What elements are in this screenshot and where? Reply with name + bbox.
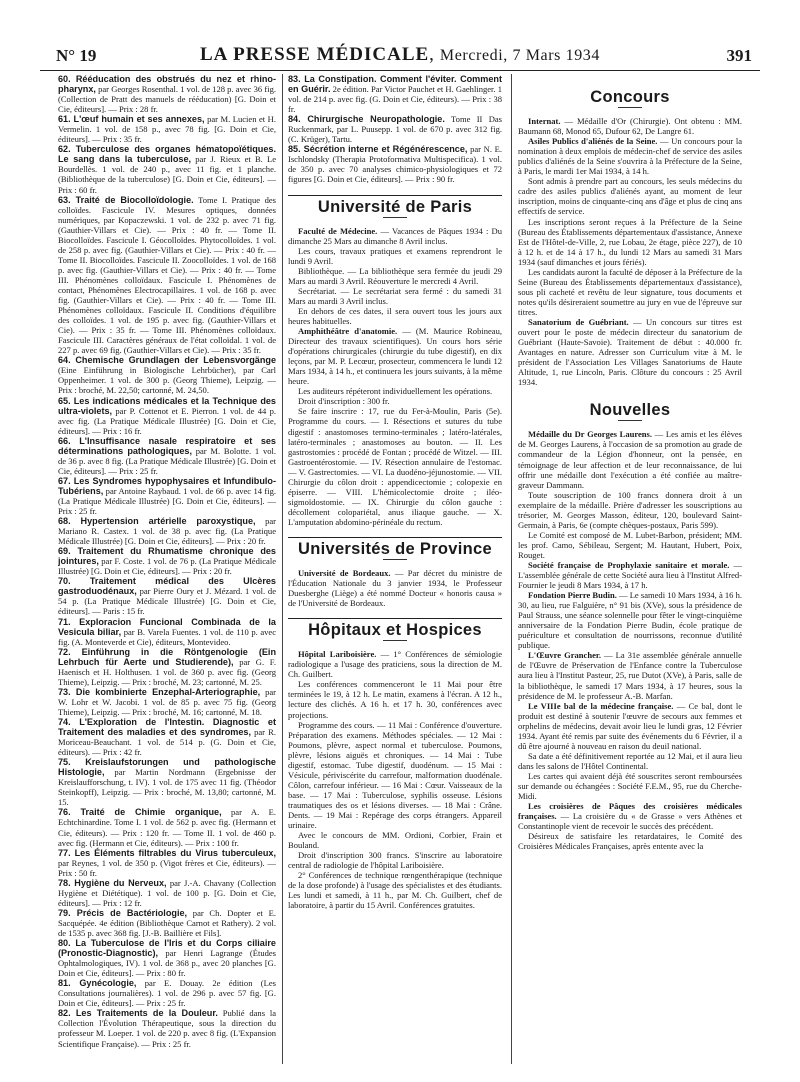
book-entry bbox=[288, 144, 502, 184]
paragraph-text: — Ce bal, dont le produit est destiné à soutenir l'œuvre de secours aux femmes et orphelins de médecins, devait avoir lieu le lundi gras, 12 Février 1934. Ayant été remis par suite des événements du 6 Février, il a dû être ajourné à nouveau en raison du deuil national. bbox=[518, 700, 742, 751]
paragraph bbox=[518, 490, 742, 530]
paragraph bbox=[518, 701, 742, 751]
book-details: par M. Bolotte. 1 vol. de 36 p. avec 8 fig. (La Pratique Médicale Illustrée) [G. Doin et Cie, éditeurs]. — Prix : 25 fr. bbox=[58, 445, 276, 476]
masthead: LA PRESSE MÉDICALE, Mercredi, 7 Mars 1934 bbox=[200, 44, 600, 65]
book-entry bbox=[58, 476, 276, 516]
journal-title: LA PRESSE MÉDICALE bbox=[200, 44, 430, 65]
paragraph-lead: Amphithéâtre d'anatomie. bbox=[298, 326, 398, 337]
book-title: 80. La Tuberculose de l'Iris et du Corps ciliaire (Pronostic-Diagnostic), bbox=[58, 938, 276, 959]
paragraph bbox=[288, 286, 502, 306]
book-title: 84. Chirurgische Neuropathologie. bbox=[288, 114, 445, 125]
book-details: par M. Lucien et H. Vermelin. 1 vol. de 158 p., avec 78 fig. [G. Doin et Cie, éditeurs]. — Prix : 35 fr. bbox=[58, 114, 276, 145]
paragraph-text: — Vacances de Pâques 1934 : Du dimanche 25 Mars au dimanche 8 Avril inclus. bbox=[288, 225, 502, 246]
book-title: 62. Tuberculose des organes hématopoïétiques. Le sang dans la tuberculose, bbox=[58, 144, 276, 165]
book-entry bbox=[58, 717, 276, 757]
book-title: 74. L'Exploration de l'Intestin. Diagnostic et Traitement des maladies et des syndromes, bbox=[58, 717, 276, 738]
book-entry bbox=[58, 848, 276, 878]
issue-number: N° 19 bbox=[56, 46, 97, 65]
book-entry bbox=[58, 114, 276, 144]
section-heading-box bbox=[288, 537, 502, 560]
column-divider bbox=[282, 74, 283, 1064]
book-details: par Georges Rosenthal. 1 vol. de 128 p. avec 36 fig. (Collection de Pratt des manuels de rééducation) [G. Doin et Cie, éditeurs]. — Prix : 28 fr. bbox=[58, 84, 276, 115]
book-entry bbox=[288, 74, 502, 114]
paragraph-text: Le Comité est composé de M. Lubet-Barbon, président; MM. les prof. Camo, Sébileau, Sergent; M. Hautant, Hubert, Poix, Rouget. bbox=[518, 529, 742, 560]
section-heading: Universités de Province bbox=[298, 539, 492, 558]
book-details: par G. F. Haenisch et H. Holthusen. 1 vol. de 360 p. avec fig. (Georg Thieme), Leipzig. — Prix : broché, M. 23; cartonné, M. 25. bbox=[58, 656, 276, 687]
paragraph-text: — Un concours sur titres est ouvert pour le poste de médecin directeur du sanatorium de Guébriant (Haute-Savoie). Traitement de début : 40.000 fr. Avantages en nature. Adresser son Curriculum vitæ à M. le président de l'Association Les Villages Sanatoriums de Haute Altitude, 1, rue Lincoln, Paris. Clôture du concours : 25 Avril 1934. bbox=[518, 316, 742, 388]
book-details: par Henri Lagrange (Études Ophtalmologiques, IV). 1 vol. de 368 p., avec 20 planches [G. Doin et Cie, éditeurs]. — Prix : 80 fr. bbox=[58, 948, 276, 979]
book-title: 67. Les Syndromes hypophysaires et Infundibulo-Tubériens, bbox=[58, 475, 276, 496]
paragraph-text: Bibliothèque. — La bibliothèque sera fermée du jeudi 29 Mars au mardi 3 Avril. Réouverture le mercredi 4 Avril. bbox=[288, 265, 502, 286]
book-entry bbox=[288, 114, 502, 144]
column-books-list bbox=[58, 74, 276, 1068]
paragraph-text: En dehors de ces dates, il sera ouvert tous les jours aux heures habituelles. bbox=[288, 305, 502, 326]
book-details: par Ch. Dopter et E. Sacquépée. 4e édition (Bibliothèque Carnot et Rathery). 2 vol. de 1535 p. avec 368 fig. [J.-B. Baillière et Fils]. bbox=[58, 907, 276, 938]
book-entry bbox=[58, 195, 276, 356]
paragraph-text: Se faire inscrire : 17, rue du Fer-à-Moulin, Paris (5e). Programme du cours. — I. Résections et sutures du tube digestif : anastomoses termino-terminales ; latéro-latérales, latéro-terminales ; anastomoses au bouton. — II. Les gastrostomies : procédé de Fontan ; procédé de Witzel. — III. Gastroentérostomie. — IV. Résection annulaire de l'estomac. — V. Gastrectomies. — VI. La duodéno-jéjunostomie. — VII. Chirurgie du côlon droit : appendicectomie ; colopexie en épiserre. — VIII. L'hémicolectomie droite ; iléo-sigmoïdostomie. — IX. Chirurgie du côlon gauche : décollement colopariétal, anus iliaque gauche. — X. L'amputation abdomino-périnéale du rectum. bbox=[288, 406, 502, 527]
paragraph-lead: Fondation Pierre Budin. bbox=[528, 590, 617, 601]
paragraph-text: — (M. Maurice Robineau, Directeur des travaux scientifiques). Un cours hors série d'opérations chirurgicales (chirurgie du tube digestif), en dix leçons, par M. P. Lecœur, prosecteur, commencera le lundi 12 Mars 1934, à 14 h., et continuera les jours suivants, à la même heure. bbox=[288, 326, 502, 387]
book-title: 81. Gynécologie, bbox=[58, 978, 137, 989]
book-entry bbox=[58, 576, 276, 616]
issue-date: Mercredi, 7 Mars 1934 bbox=[439, 47, 600, 64]
paragraph bbox=[518, 831, 742, 851]
paragraph bbox=[288, 406, 502, 527]
paragraph-text: Les cours, travaux pratiques et examens reprendront le lundi 9 Avril. bbox=[288, 245, 502, 266]
section-hopitaux-et-hospices bbox=[288, 618, 502, 910]
book-details: par J.-A. Chavany (Collection Hygiène et Diététique). 1 vol. de 100 p. [G. Doin et Cie, éditeurs]. — Prix : 12 fr. bbox=[58, 877, 276, 908]
book-title: 75. Kreislaufstorungen und pathologische Histologie, bbox=[58, 757, 276, 778]
book-details: Tome I. Pratique des colloïdes. Fascicule IV. Mesures optiques, données numériques, par Kopaczewski. 1 vol. de 232 p. avec 71 fig. (Gauthier-Villars et Cie). — Prix : 40 fr. — Tome II. Biocolloïdes. Fascicule I. Géocolloïdes. Phytocolloïdes. 1 vol. de 258 p. avec fig. (Gauthier-Villars et Cie). — Prix : 40 fr. — Tome II. Biocolloïdes. Fascicule II. Zoocolloïdes. 1 vol. de 168 p. avec fig. (Gauthier-Villars et Cie). — Prix : 40 fr. — Tome III. Phénomènes colloïdaux. Fascicule I. Phénomènes de contact, Phénomènes Electrocapillaires. 1 vol. de 168 p. avec fig. (Gauthier-Villars et Cie). — Prix : 40 fr. — Tome III. Phénomènes colloïdaux. Fascicule II. Conditions d'équilibre des colloïdes. 1 vol. de 195 p. avec fig. (Gauthier-Villars et Cie). — Prix : 35 fr. — Tome III. Phénomènes colloïdaux. Fascicule III. Caractères généraux de l'état colloïdal. 1 vol. de 227 p. avec 69 fig. (Gauthier-Villars et Cie). — Prix : 35 fr. bbox=[58, 194, 276, 356]
book-title: 83. La Constipation. Comment l'éviter. Comment en Guérir. bbox=[288, 74, 502, 95]
book-details: (Eine Einführung in Biologische Lehrbücher), par Carl Oppenheimer. 1 vol. de 300 p. (Georg Thieme), Leipzig. — Prix : broché, M. 22,50; cartonné, M. 24,50. bbox=[58, 365, 276, 396]
paragraph-text: Les candidats auront la faculté de déposer à la Préfecture de la Seine (Bureau des Établissements départementaux d'assistance), sous pli cacheté et revêtu de leur signature, tous documents et notes qu'ils désireraient soumettre au jury en vue de l'épreuve sur titres. bbox=[518, 266, 742, 317]
paragraph-lead: Les croisières de Pâques des croisières médicales françaises. bbox=[518, 801, 742, 822]
book-entry bbox=[58, 938, 276, 978]
book-entry bbox=[58, 396, 276, 436]
paragraph bbox=[288, 386, 502, 396]
paragraph bbox=[518, 267, 742, 317]
book-details: par W. Lohr et W. Jacobi. 1 vol. de 85 p. avec 75 fig. (Georg Thieme), Leipzig. — Prix : broché, M. 16; cartonné, M. 18. bbox=[58, 686, 276, 717]
paragraph-text: Droit d'inscription 300 francs. S'inscrire au laboratoire central de radiologie de l'hôpital Lariboisière. bbox=[288, 850, 502, 871]
paragraph bbox=[288, 306, 502, 326]
paragraph bbox=[518, 136, 742, 176]
paragraph-text: Secrétariat. — Le secrétariat sera fermé : du samedi 31 Mars au mardi 3 Avril inclus. bbox=[288, 285, 502, 306]
paragraph-lead: Médaille du Dr Georges Laurens. bbox=[528, 429, 653, 440]
section-universites-de-province bbox=[288, 537, 502, 608]
paragraph bbox=[288, 870, 502, 910]
book-entry bbox=[58, 757, 276, 807]
paragraph-text: — La croisière du « de Grasse » vers Athènes et Constantinople vient de recevoir le succès des précédent. bbox=[518, 811, 742, 832]
paragraph bbox=[288, 326, 502, 386]
paragraph bbox=[288, 568, 502, 608]
book-entry bbox=[58, 516, 276, 546]
book-title: 73. Die kombinierte Enzephal-Arteriographie, bbox=[58, 686, 261, 697]
page-number: 391 bbox=[726, 46, 752, 65]
book-entry bbox=[58, 687, 276, 717]
section-heading: Université de Paris bbox=[317, 197, 473, 216]
book-details: par Martin Nordmann (Ergebnisse der Kreislaufforschung, t. IV). 1 vol. de 175 avec 11 fig. (Théodor Steinkopff), Leipzig. — Prix : broché, M. 13,80; cartonné, M. 15. bbox=[58, 767, 276, 808]
book-details: 2e édition. Par Victor Pauchet et H. Gaehlinger. 1 vol. de 214 p. avec fig. (G. Doin et Cie, éditeurs). — Prix : 38 fr. bbox=[288, 84, 502, 115]
book-details: par A. E. Echtchinardine. Tome I. 1 vol. de 562 p. avec fig. (Hermann et Cie, éditeurs). — Prix : 120 fr. — Tome II. 1 vol. de 460 p. avec fig. (Hermann et Cie, éditeurs). — Prix : 100 fr. bbox=[58, 807, 276, 848]
paragraph-lead: Faculté de Médecine. bbox=[298, 225, 378, 236]
paragraph bbox=[518, 801, 742, 831]
paragraph bbox=[288, 850, 502, 870]
paragraph-lead: Société française de Prophylaxie sanitaire et morale. bbox=[528, 559, 730, 570]
paragraph bbox=[518, 217, 742, 267]
book-title: 76. Traité de Chimie organique, bbox=[58, 807, 222, 818]
paragraph-lead: Le VIIIe bal de la médecine française. bbox=[528, 700, 674, 711]
section-heading-box bbox=[518, 74, 742, 108]
books-list-continued bbox=[288, 74, 502, 185]
paragraph-text: — La 31e assemblée générale annuelle de l'Œuvre de Préservation de l'Enfance contre la Tuberculose aura lieu à l'Institut Pasteur, 25, rue Dutot (XVe), à Paris, salle de la bibliothèque, le samedi 17 Mars 1934, à 17 heures, sous la présidence de M. le professeur A.-B. Marfan. bbox=[518, 650, 742, 701]
section-concours bbox=[518, 74, 742, 387]
paragraph-text: — L'assemblée générale de cette Société aura lieu à l'Institut Alfred-Fournier le jeudi 8 Mars 1934, à 17 h. bbox=[518, 559, 742, 591]
column-concours-nouvelles bbox=[518, 74, 742, 1068]
column-universities bbox=[288, 74, 502, 1068]
paragraph bbox=[518, 116, 742, 136]
paragraph bbox=[518, 429, 742, 489]
book-entry bbox=[58, 978, 276, 1008]
book-title: 79. Précis de Bactériologie, bbox=[58, 907, 188, 918]
book-title: 82. Les Traitements de la Douleur. bbox=[58, 1008, 218, 1019]
book-details: Publié dans la Collection l'Évolution Thérapeutique, sous la direction du professeur M. Loeper. 1 vol. de 220 p. avec 8 fig. (L'Expansion Scientifique Française). — Prix : 25 fr. bbox=[58, 1008, 276, 1049]
book-details: par Reynes, 1 vol. de 350 p. (Vigot frères et Cie, éditeurs). — Prix : 50 fr. bbox=[58, 857, 276, 878]
section-nouvelles bbox=[518, 387, 742, 851]
heading-dash bbox=[618, 107, 642, 108]
column-divider bbox=[511, 74, 512, 1064]
paragraph-text: — Par décret du ministre de l'Éducation Nationale du 3 janvier 1934, le Professeur Duesberghe (Liège) a été nommé Docteur « honoris causa » de l'Université de Bordeaux. bbox=[288, 568, 502, 609]
section-heading-box bbox=[518, 387, 742, 421]
heading-dash bbox=[383, 640, 407, 641]
paragraph-lead: Internat. bbox=[528, 116, 561, 127]
section-universite-de-paris bbox=[288, 195, 502, 527]
section-heading-box bbox=[288, 618, 502, 641]
book-title: 64. Chemische Grundlagen der Lebensvorgänge bbox=[58, 355, 276, 366]
paragraph bbox=[518, 317, 742, 387]
book-entry bbox=[58, 144, 276, 194]
heading-dash bbox=[618, 420, 642, 421]
book-details: par R. Moriceau-Beauchant. 1 vol. de 514 p. (G. Doin et Cie, éditeurs). — Prix : 42 fr. bbox=[58, 727, 276, 758]
book-details: Tome II Das Ruckenmark, par L. Puusepp. 1 vol. de 670 p. avec 312 fig. (C. Krüger), Tartu. bbox=[288, 114, 502, 145]
paragraph-text: — Médaille d'Or (Chirurgie). Ont obtenu : MM. Baumann 68, Monod 65, Dufour 62, De Langre 61. bbox=[518, 116, 742, 137]
paragraph bbox=[288, 246, 502, 266]
book-entry bbox=[58, 546, 276, 576]
paragraph bbox=[288, 266, 502, 286]
book-title: 71. Exploracion Funcional Combinada de la Vesicula biliar, bbox=[58, 616, 276, 637]
book-title: 77. Les Éléments filtrables du Virus tuberculeux, bbox=[58, 847, 276, 858]
paragraph-text: 2° Conférences de technique rœngenthérapique (technique de la dose profonde) à l'usage des spécialistes et des étudiants. Les lundi et samedi, à 11 h., par M. Ch. Guilbert, chef de laboratoire, à partir du 15 Avril. Conférences gratuites. bbox=[288, 870, 502, 911]
book-title: 85. Sécrétion interne et Régénérescence, bbox=[288, 144, 468, 155]
paragraph-text: Désireux de satisfaire les retardataires, le Comité des Croisières Médicales Françaises, après entente avec la bbox=[518, 831, 742, 852]
paragraph-text: Droit d'inscription : 300 fr. bbox=[298, 396, 390, 407]
paragraph bbox=[288, 396, 502, 406]
paragraph bbox=[288, 649, 502, 679]
paragraph bbox=[518, 650, 742, 700]
book-title: 66. L'Insuffisance nasale respiratoire et ses déterminations pathologiques, bbox=[58, 435, 276, 456]
section-heading: Nouvelles bbox=[589, 401, 671, 420]
paragraph-text: Les auditeurs répéteront individuellement les opérations. bbox=[298, 386, 493, 397]
book-entry bbox=[58, 807, 276, 847]
book-entry bbox=[58, 436, 276, 476]
book-entry bbox=[58, 878, 276, 908]
book-details: par N. E. Ischlondsky (Therapia Protoformativa Multispecifica). 1 vol. de 350 p. avec 70 analyses chimico-physiologiques et 72 figures [G. Doin et Cie, éditeurs]. — Prix : 90 fr. bbox=[288, 144, 502, 185]
book-title: 68. Hypertension artérielle paroxystique, bbox=[58, 516, 256, 527]
paragraph-text: Les inscriptions seront reçues à la Préfecture de la Seine (Bureau des Établissements départementaux d'assistance, Annexe Est de l'Hôtel-de-Ville, 2, rue Lobau, 2e étage, pièce 227), de 10 à 12 h. et de 14 à 17 h., du lundi 12 Mars au samedi 31 Mars 1934 (sauf dimanches et jours fériés). bbox=[518, 216, 742, 267]
paragraph-text: Sa date a été définitivement reportée au 12 Mai, et il aura lieu dans les salons de l'Hôtel Continental. bbox=[518, 750, 742, 771]
paragraph-lead: L'Œuvre Grancher. bbox=[528, 650, 602, 661]
paragraph-lead: Asiles Publics d'aliénés de la Seine. bbox=[528, 136, 658, 147]
book-entry bbox=[58, 355, 276, 395]
paragraph-text: Toute souscription de 100 francs donnera droit à un exemplaire de la médaille. Prière d'adresser les souscriptions au trésorier, M. Georges Masson, éditeur, 120, boulevard Saint-Germain, à Paris, 6e (compte chèques-postaux, Paris 599). bbox=[518, 489, 742, 530]
paragraph-lead: Hôpital Lariboisière. bbox=[298, 649, 377, 660]
book-details: par E. Douay. 2e édition (Les Consultations journalières). 1 vol. de 296 p. avec 57 fig. [G. Doin et Cie, éditeurs]. — Prix : 25 fr. bbox=[58, 978, 276, 1009]
book-title: 65. Les indications médicales et la Technique des ultra-violets, bbox=[58, 395, 276, 416]
book-entry bbox=[58, 1008, 276, 1048]
paragraph-text: Les cartes qui avaient déjà été souscrites seront remboursées sur demande ou échangées : Société F.E.M., 95, rue du Cherche-Midi. bbox=[518, 770, 742, 802]
book-entry bbox=[58, 647, 276, 687]
book-details: par Mariano R. Castex. 1 vol. de 38 p. avec fig. (La Pratique Médicale Illustrée) [G. Doin et Cie, éditeurs]. — Prix : 20 fr. bbox=[58, 516, 276, 547]
paragraph bbox=[518, 590, 742, 650]
book-title: 63. Traité de Biocolloïdologie. bbox=[58, 194, 194, 205]
book-title: 78. Hygiène du Nerveux, bbox=[58, 877, 167, 888]
header-rule bbox=[40, 70, 760, 71]
book-entry bbox=[58, 74, 276, 114]
paragraph-text: Programme des cours. — 11 Mai : Conférence d'ouverture. Préparation des examens. Méthodes spéciales. — 12 Mai : Poumons, plèvre, aspect normal et tuberculose. Poumons, plèvre, lésions aiguës et chroniques. — 14 Mai : Tube digestif, estomac. Tube digestif, duodénum. — 15 Mai : Vésicule, périviscérite du carrefour, malformation duodénale. Côlon, carrefour inférieur. — 16 Mai : Cœur. Vaisseaux de la base. — 17 Mai : Tuberculose, syphilis osseuse. Lésions traumatiques des os et lésions diverses. — 18 Mai : Crâne. Dents. — 19 Mai : Repérage des corps étrangers. Appareil urinaire. bbox=[288, 719, 502, 831]
paragraph-text: — Les amis et les élèves de M. Georges Laurens, à l'occasion de sa promotion au grade de commandeur de la Légion d'honneur, ont la pensée, en témoignage de leur affection et de leur reconnaissance, de lui offrir une médaille dont l'exécution a été confiée au maître-graveur Dammann. bbox=[518, 429, 742, 490]
heading-dash bbox=[383, 217, 407, 218]
book-details: par Pierre Oury et J. Mézard. 1 vol. de 54 p. (La Pratique Médicale Illustrée) [G. Doin et Cie, éditeurs]. — Paris : 15 fr. bbox=[58, 586, 276, 617]
book-entry bbox=[58, 617, 276, 647]
paragraph bbox=[288, 830, 502, 850]
paragraph bbox=[288, 720, 502, 831]
paragraph bbox=[518, 176, 742, 216]
book-details: par P. Cottenot et E. Pierron. 1 vol. de 44 p. avec fig. (La Pratique Médicale Illustrée) [G. Doin et Cie, éditeurs]. — Prix : 16 fr. bbox=[58, 405, 276, 436]
book-title: 69. Traitement du Rhumatisme chronique des jointures, bbox=[58, 546, 276, 567]
book-title: 61. L'œuf humain et ses annexes, bbox=[58, 114, 205, 125]
paragraph bbox=[518, 771, 742, 801]
book-title: 72. Einführung in die Röntgenologie (Ein Lehrbuch für Aerte und Studierende), bbox=[58, 646, 276, 667]
paragraph-text: Sont admis à prendre part au concours, les seuls médecins du cadre des asiles publics d'aliénés ayant, au moment de leur inscription, moins de cinquante-cinq ans d'âge et plus de cinq ans effectifs de service. bbox=[518, 176, 742, 217]
paragraph-lead: Université de Bordeaux. bbox=[298, 568, 391, 579]
paragraph-text: — Le samedi 10 Mars 1934, à 16 h. 30, au lieu, rue Falguière, n° 91 bis (XVe), sous la présidence de Paul Strauss, une séance solennelle pour fêter le vingt-cinquième anniversaire de la Fondation Pierre Budin, école pratique de puériculture et consultation de nourrissons, reconnue d'utilité publique. bbox=[518, 590, 742, 651]
paragraph bbox=[518, 751, 742, 771]
heading-dash bbox=[383, 559, 407, 560]
paragraph bbox=[288, 226, 502, 246]
book-details: par B. Varela Fuentes. 1 vol. de 110 p. avec fig. (A. Monteverde et Cie), éditeurs, Montevideo. bbox=[58, 626, 276, 647]
paragraph bbox=[518, 530, 742, 560]
book-details: par Antoine Raybaud. 1 vol. de 66 p. avec 14 fig. (La Pratique Médicale Illustrée) [G. Doin et Cie, éditeurs]. — Prix : 25 fr. bbox=[58, 485, 276, 517]
paragraph-text: Les conférences commenceront le 11 Mai pour être terminées le 19, à 12 h. Le matin, examens à l'écran. A 12 h., lecture des clichés. A 16 h. et 17 h. 30, conférences avec projections. bbox=[288, 679, 502, 720]
page-header bbox=[40, 42, 760, 68]
section-heading: Hôpitaux et Hospices bbox=[308, 621, 482, 640]
paragraph-lead: Sanatorium de Guébriant. bbox=[528, 316, 629, 327]
paragraph-text: — Un concours pour la nomination à deux emplois de médecin-chef de service des asiles publics d'aliénés de la Seine s'ouvrira à la Préfecture de la Seine, à Paris, le mardi 1er Mai 1934, à 14 h. bbox=[518, 136, 742, 177]
paragraph bbox=[518, 560, 742, 590]
book-title: 60. Rééducation des obstrués du nez et rhino-pharynx, bbox=[58, 74, 276, 95]
paragraph-text: — 1° Conférences de sémiologie radiologique a l'usage des praticiens, sous la direction de M. Ch. Guilbert. bbox=[288, 649, 502, 680]
paragraph-text: Avec le concours de MM. Ordioni, Corbier, Frain et Bouland. bbox=[288, 830, 502, 851]
book-details: par F. Coste. 1 vol. de 76 p. (La Pratique Médicale Illustrée) [G. Doin et Cie, éditeurs]. — Prix : 20 fr. bbox=[58, 556, 276, 577]
section-heading-box bbox=[288, 195, 502, 218]
book-title: 70. Traitement médical des Ulcères gastroduodénaux, bbox=[58, 576, 276, 597]
section-heading: Concours bbox=[590, 88, 670, 106]
book-details: par J. Rieux et B. Le Bourdellès. 1 vol. de 240 p., avec 11 fig. et 1 planche. (Bibliothèque de la tuberculose) [G. Doin et Cie, éditeurs]. — Prix : 60 fr. bbox=[58, 154, 276, 195]
book-entry bbox=[58, 908, 276, 938]
paragraph bbox=[288, 679, 502, 719]
